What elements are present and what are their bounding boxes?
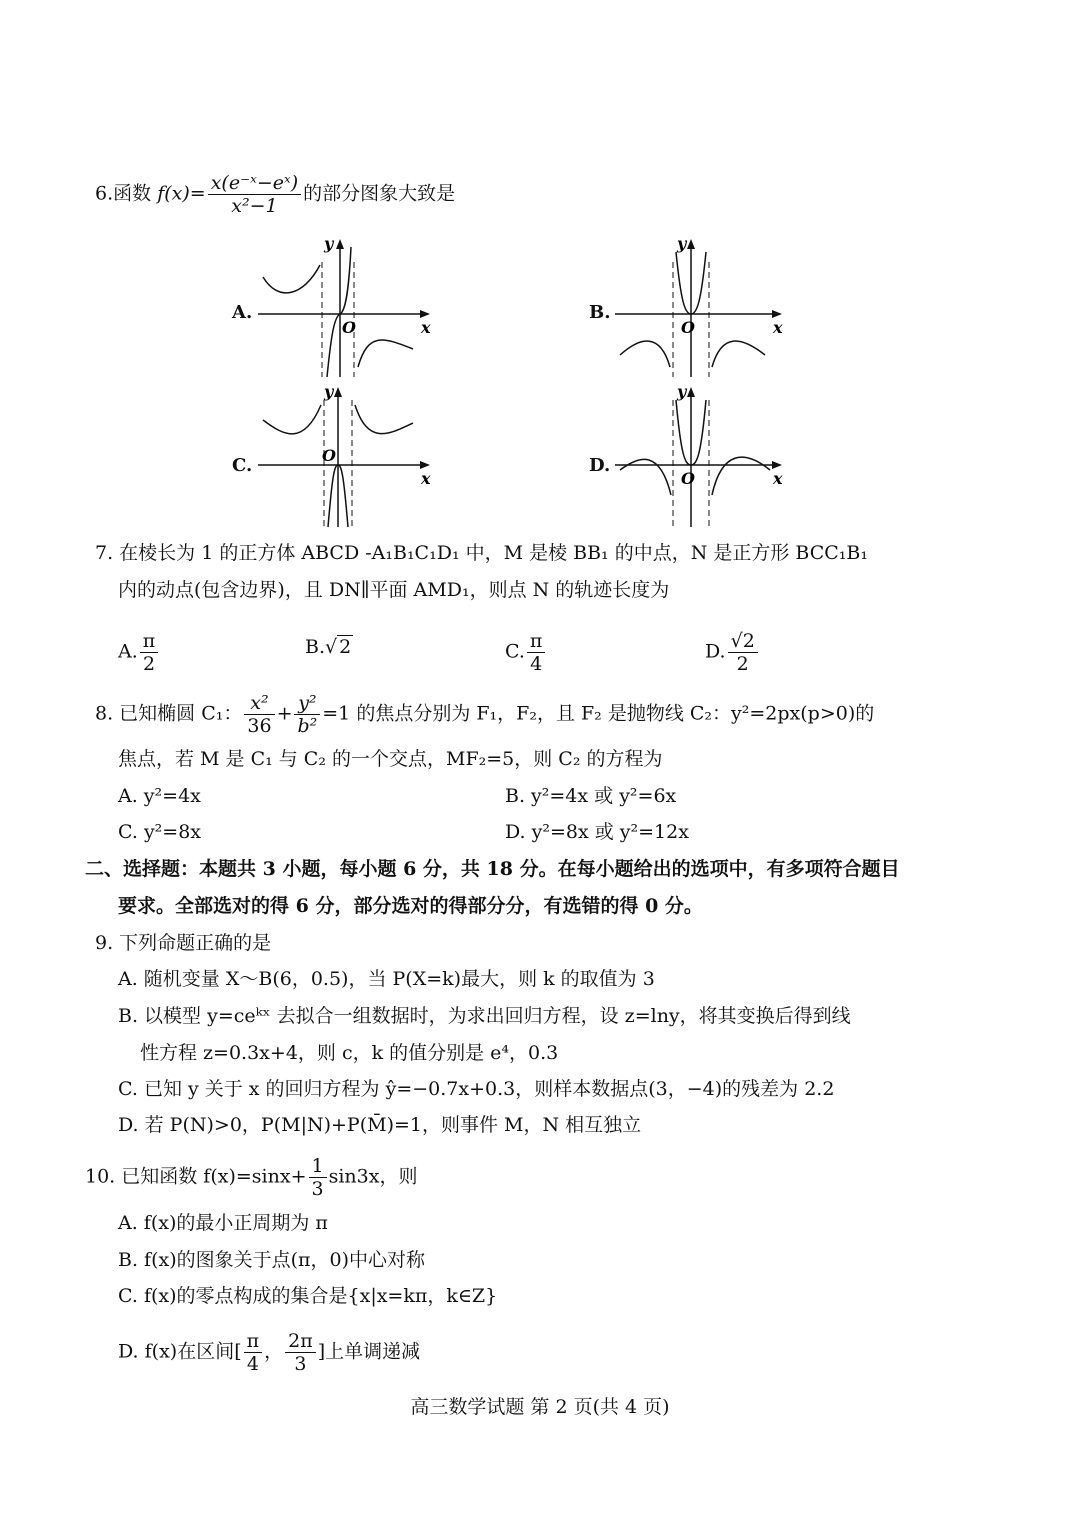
graph-c-origin-label: O bbox=[322, 446, 336, 465]
graph-d-label: D. bbox=[589, 455, 611, 476]
graph-d-x-label: x bbox=[773, 469, 783, 488]
graph-b-x-label: x bbox=[773, 318, 783, 337]
q9-option-d: D. 若 P(N)>0，P(M|N)+P(M̄)=1，则事件 M，N 相互独立 bbox=[118, 1114, 642, 1136]
q7-line1: 7. 在棱长为 1 的正方体 ABCD -A₁B₁C₁D₁ 中，M 是棱 BB₁ 的中点，N 是正方形 BCC₁B₁ bbox=[95, 542, 869, 564]
section2-line1: 二、选择题：本题共 3 小题，每小题 6 分，共 18 分。在每小题给出的选项中，有多项符合题目 bbox=[85, 858, 900, 880]
graph-c bbox=[258, 382, 458, 530]
graph-c-label: C. bbox=[232, 455, 253, 476]
graph-a bbox=[258, 234, 458, 382]
graph-b-y-label: y bbox=[677, 234, 687, 253]
q10-stem: 10. 已知函数 f(x)=sinx+ $\frac{1}{3}$ sin3x，则 bbox=[85, 1155, 418, 1200]
q7-option-d: D. $\frac{√2}{2}$ bbox=[705, 630, 760, 675]
q10-option-a: A. f(x)的最小正周期为 π bbox=[118, 1212, 328, 1234]
q9-option-b-line2: 性方程 z=0.3x+4，则 c，k 的值分别是 e⁴，0.3 bbox=[140, 1042, 559, 1064]
q10-option-d: D. f(x)在区间[ $\frac{\pi}{4}$ ， $\frac{2\pi}{3}$ ]上单调递减 bbox=[118, 1330, 421, 1375]
graph-a-label: A. bbox=[232, 302, 253, 323]
graph-b-label: B. bbox=[589, 302, 611, 323]
graph-b-origin-label: O bbox=[681, 318, 695, 337]
q8-line2: 焦点，若 M 是 C₁ 与 C₂ 的一个交点，MF₂=5，则 C₂ 的方程为 bbox=[118, 748, 663, 770]
q8-option-d: D. y²=8x 或 y²=12x bbox=[505, 821, 689, 843]
q10-option-b: B. f(x)的图象关于点(π，0)中心对称 bbox=[118, 1249, 426, 1271]
q8-option-a: A. y²=4x bbox=[118, 785, 201, 807]
q9-option-c: C. 已知 y 关于 x 的回归方程为 ŷ=−0.7x+0.3，则样本数据点(3，−4)的残差为 2.2 bbox=[118, 1078, 835, 1100]
q7-option-b: B.√ 2 bbox=[305, 636, 352, 658]
graph-c-y-label: y bbox=[324, 382, 334, 401]
q7-option-a: A. $\frac{\pi}{2}$ bbox=[118, 630, 160, 675]
graph-a-origin-label: O bbox=[342, 318, 356, 337]
q8-option-c: C. y²=8x bbox=[118, 821, 202, 843]
graph-a-y-label: y bbox=[324, 234, 334, 253]
graph-b bbox=[615, 234, 815, 382]
section2-line2: 要求。全部选对的得 6 分，部分选对的得部分分，有选错的得 0 分。 bbox=[118, 895, 703, 917]
q9-option-b-line1: B. 以模型 y=ceᵏˣ 去拟合一组数据时，为求出回归方程，设 z=lny，将其变换后得到线 bbox=[118, 1005, 851, 1027]
graph-a-x-label: x bbox=[421, 318, 431, 337]
q9-option-a: A. 随机变量 X～B(6，0.5)，当 P(X=k)最大，则 k 的取值为 3 bbox=[118, 968, 655, 990]
q10-option-c: C. f(x)的零点构成的集合是{x|x=kπ，k∈Z} bbox=[118, 1285, 498, 1307]
graph-d-y-label: y bbox=[677, 382, 687, 401]
q6-stem: 6.函数 f(x)= $\frac{\text{x(e⁻ˣ−eˣ)}}{\text{x²−1}}$ 的部分图象大致是 bbox=[95, 172, 456, 217]
graph-d-origin-label: O bbox=[681, 469, 695, 488]
q8-option-b: B. y²=4x 或 y²=6x bbox=[505, 785, 677, 807]
q7-line2: 内的动点(包含边界)，且 DN∥平面 AMD₁，则点 N 的轨迹长度为 bbox=[118, 579, 670, 601]
graph-d bbox=[615, 382, 815, 530]
page-footer: 高三数学试题 第 2 页(共 4 页) bbox=[410, 1396, 670, 1418]
graph-c-x-label: x bbox=[421, 469, 431, 488]
q7-option-c: C. $\frac{\pi}{4}$ bbox=[505, 630, 547, 675]
q8-line1: 8. 已知椭圆 C₁： $\frac{\text{x²}}{36}$ + $\frac{\text{y²}}{\text{b²}}$ =1 的焦点分别为 F₁，F₂，且 F₂ 是抛物线 C₂：y²=2px(p>0)的 bbox=[95, 692, 875, 737]
q9-stem: 9. 下列命题正确的是 bbox=[95, 932, 272, 954]
